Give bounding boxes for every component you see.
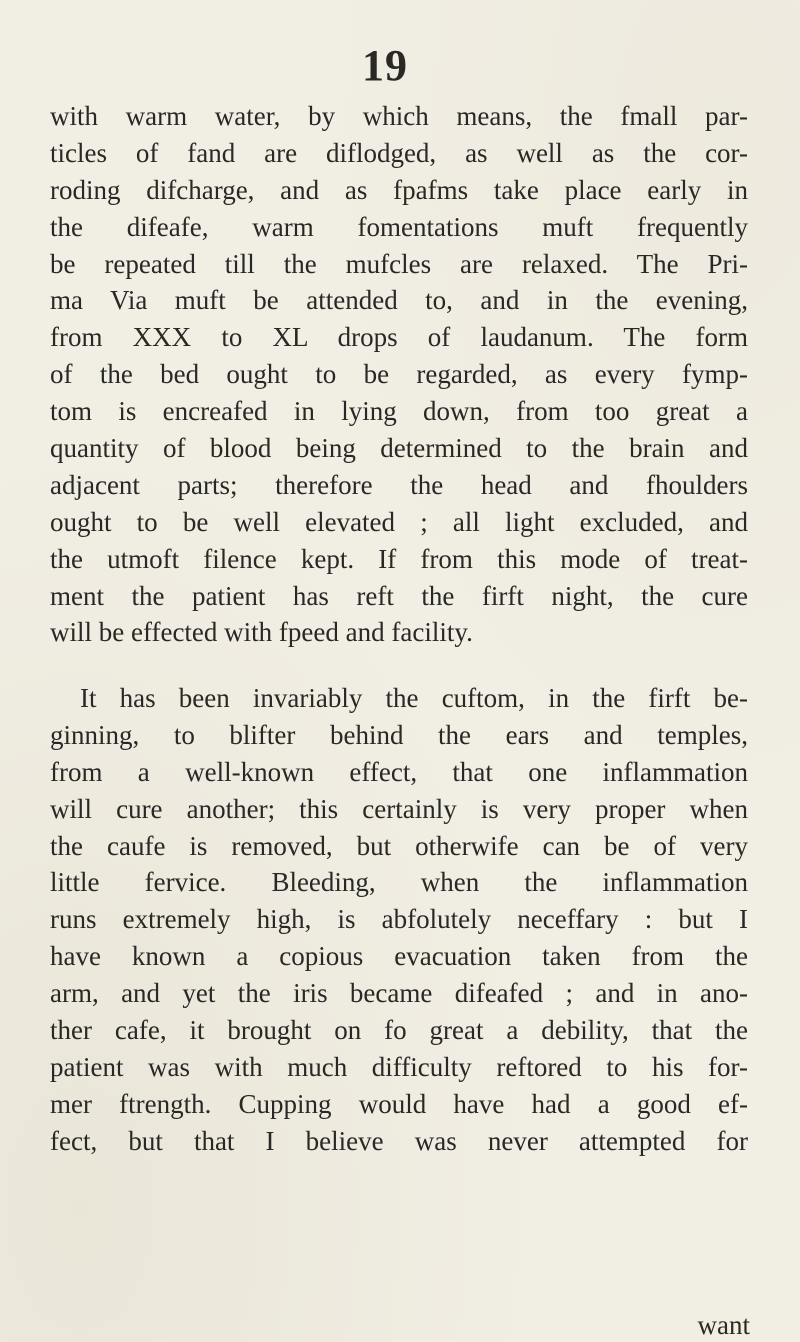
text-line: be repeated till the mufcles are relaxed. The Pri-	[50, 248, 748, 279]
catchword: want	[697, 1310, 750, 1340]
text-line: It has been invariably the cuftom, in the firft be-	[80, 683, 748, 713]
text-line: will cure another; this certainly is very proper when	[50, 793, 748, 824]
page-number: 19	[362, 41, 408, 90]
text-line: tom is encreafed in lying down, from too great a	[50, 396, 748, 427]
paragraph-2	[50, 680, 748, 1160]
text-line: ticles of fand are diflodged, as well as the cor-	[50, 137, 748, 168]
text-line: quantity of blood being determined to the brain and	[50, 433, 748, 464]
text-line: have known a copious evacuation taken from the	[50, 941, 748, 972]
text-line: little fervice. Bleeding, when the inflammation	[50, 867, 748, 898]
text-line: the difeafe, warm fomentations muft frequently	[50, 211, 748, 242]
text-line: ginning, to blifter behind the ears and temples,	[50, 719, 748, 750]
text-line: the caufe is removed, but otherwife can be of very	[50, 830, 748, 861]
text-line: of the bed ought to be regarded, as every fymp-	[50, 359, 748, 390]
text-line: arm, and yet the iris became difeafed ; and in ano-	[50, 978, 748, 1009]
text-line: ought to be well elevated ; all light excluded, and	[50, 506, 748, 537]
text-line: the utmoft filence kept. If from this mode of treat-	[50, 543, 748, 574]
text-line: from a well-known effect, that one inflammation	[50, 756, 748, 787]
text-line: will be effected with fpeed and facility.	[50, 617, 473, 648]
text-line: with warm water, by which means, the fmall par-	[50, 101, 748, 131]
text-line: from XXX to XL drops of laudanum. The form	[50, 322, 748, 353]
text-line: ther cafe, it brought on fo great a debility, that the	[50, 1015, 748, 1046]
text-line: fect, but that I believe was never attempted for	[50, 1125, 748, 1156]
text-line: patient was with much difficulty reftored to his for-	[50, 1051, 748, 1082]
text-line: runs extremely high, is abfolutely neceffary : but I	[50, 904, 748, 935]
text-line: adjacent parts; therefore the head and fhoulders	[50, 469, 748, 500]
text-line: mer ftrength. Cupping would have had a good ef-	[50, 1088, 748, 1119]
paragraph-1	[50, 98, 748, 651]
text-line: ma Via muft be attended to, and in the evening,	[50, 285, 748, 316]
text-line: ment the patient has reft the firft night, the cure	[50, 580, 748, 611]
text-line: roding difcharge, and as fpafms take place early in	[50, 174, 748, 205]
